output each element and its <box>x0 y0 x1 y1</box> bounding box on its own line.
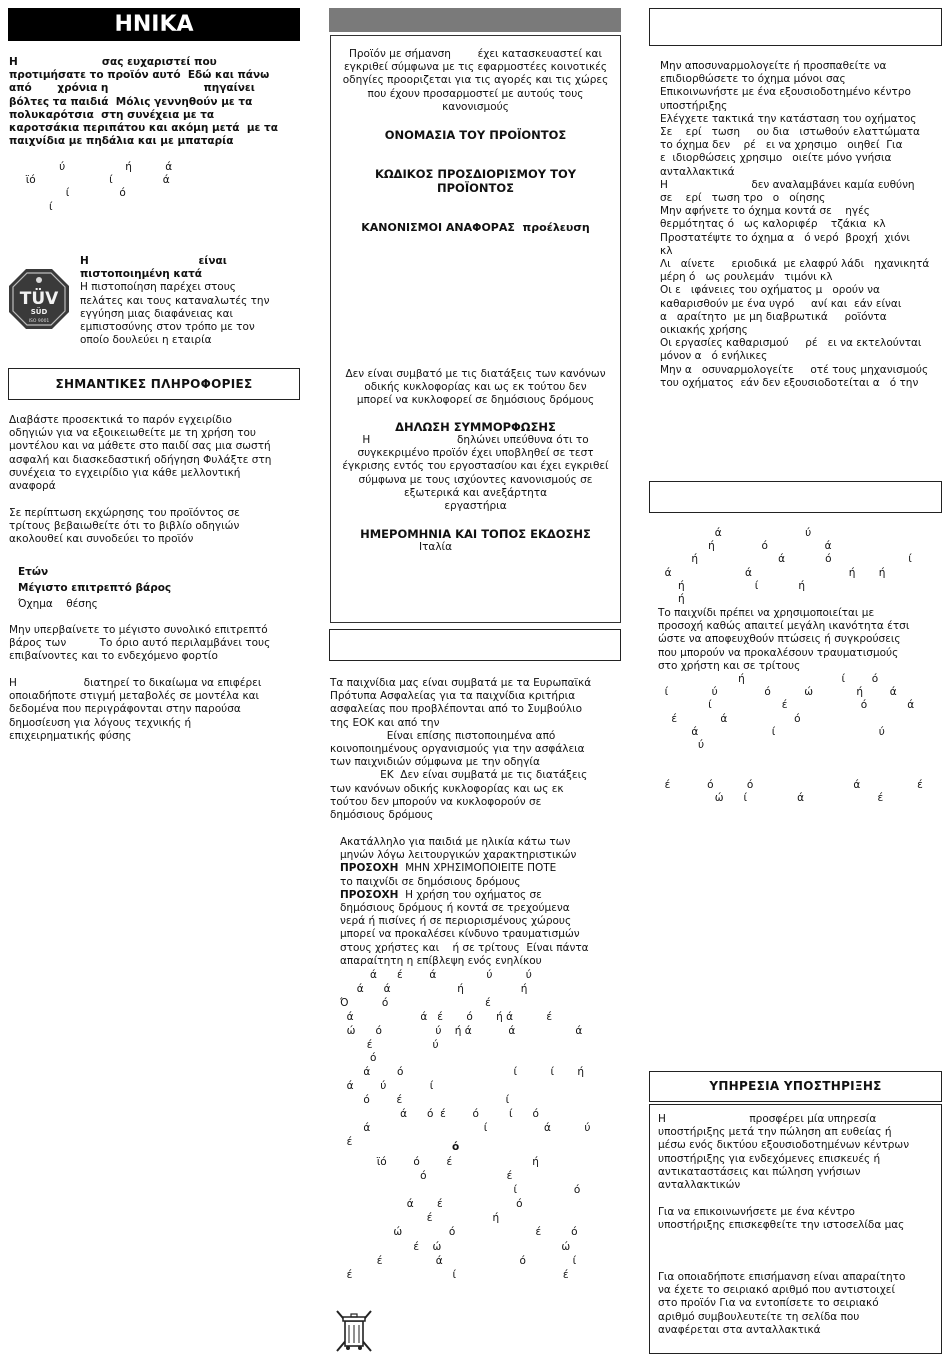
weight-limit-paragraph <box>9 624 305 664</box>
text-line: δημόσιους δρόμους ή κοντά σε τρεχούμενα <box>340 902 570 915</box>
certification-bold-line: Η είναι <box>80 255 227 267</box>
fragment-line: ή <box>658 593 685 606</box>
intro-line: καροτσάκια περιπάτου και ακόμη μετά με τα <box>9 122 278 135</box>
text-line: Πρότυπα Ασφαλείας για τα παιχνίδια κριτήρια <box>330 690 576 703</box>
weee-crossed-bin-icon <box>333 1308 375 1354</box>
text-line: Οι εργασίες καθαρισμού ρέ ει να εκτελούνται <box>660 337 922 350</box>
game-use-paragraph <box>658 607 945 673</box>
warning-label: ΠΡΟΣΟΧΗ <box>340 862 399 875</box>
text-line: Η διατηρεί το δικαίωμα να επιφέρει <box>9 677 262 689</box>
text-line: στο προϊόν Για να εντοπίσετε το σειριακό <box>658 1297 879 1310</box>
fragment-line: ί ύ ό ώ ή ά <box>658 686 897 699</box>
text-line: απαραίτητη η επίβλεψη ενός ενηλίκου <box>340 954 542 967</box>
fragment-text-block <box>340 1155 625 1282</box>
text-line: μπορεί να προκαλέσει κίνδυνο τραυματισμών <box>340 928 580 941</box>
regulations-title: ΚΑΝΟΝΙΣΜΟΙ ΑΝΑΦΟΡΑΣ προέλευση <box>361 221 590 234</box>
text-line: Είναι επίσης πιστοποιημένα από <box>330 729 556 742</box>
fragment-line: έ <box>340 1135 353 1148</box>
text-line: επιδιορθώσετε το όχημα μόνοι σας <box>660 73 846 86</box>
text-line: το παιχνίδι σε δημόσιους δρόμους <box>340 875 521 888</box>
text-line: επιχειρηματικής φύσης <box>9 729 132 742</box>
fragment-line: ά ό ί ί ή <box>340 1066 585 1079</box>
text-line: ανταλλακτικών <box>658 1179 741 1192</box>
text-line: εξωτερικά και ανεξάρτητα <box>403 486 548 499</box>
text-line: εγκριθεί σύμφωνα με τις εφαρμοστέες κοινοτικές <box>343 61 608 74</box>
text-line: Η προσφέρει μία υπηρεσία <box>658 1113 877 1125</box>
text-line: θερμότητας ό ως καλοριφέρ τζάκια κλ <box>660 218 886 231</box>
text-line: στους χρήστες και ή σε τρίτους Είναι πάντα <box>340 941 589 954</box>
fragment-line: ά έ ό <box>340 1198 523 1211</box>
text-line: επιβαίνοντες και το ενδεχόμενο φορτίο <box>9 650 218 663</box>
text-line: Σε περίπτωση εκχώρησης του προϊόντος σε <box>9 507 240 519</box>
text-line: υποστήριξης για ενδεχόμενες επισκευές ή <box>658 1152 881 1165</box>
fragment-line: ώ ί ά έ <box>658 792 884 805</box>
text-line: Μην α οσυναρμολογείτε οτέ τους μηχανισμούς <box>660 363 929 376</box>
text-line: τούτου δεν μπορούν να κυκλοφορούν σε <box>330 795 542 808</box>
fragment-text-block <box>9 161 304 214</box>
text-line: Λι αίνετε εριοδικά με ελαφρύ λάδι ηχανικητά <box>660 258 930 271</box>
serial-number-paragraph <box>658 1271 938 1337</box>
fragment-line: έ ά ό <box>658 712 801 725</box>
certification-line: πελάτες και τους καταναλωτές την <box>80 294 270 307</box>
support-service-header: ΥΠΗΡΕΣΙΑ ΥΠΟΣΤΗΡΙΞΗΣ <box>649 1071 942 1102</box>
fragment-line: ϊό ό έ ή <box>340 1156 539 1168</box>
text-line: αναφέρεται στα ανταλλακτικά <box>658 1323 821 1336</box>
fragment-line: ή ά ό ί <box>658 553 912 566</box>
text-line: μπορεί να κυκλοφορεί σε δημόσιους δρόμους <box>356 394 595 407</box>
text-line: Δεν είναι συμβατό με τις διατάξεις των κανόνων <box>345 368 606 380</box>
text-line: Σε ερί τωση ου δια ιστωθούν ελαττώματα <box>660 126 920 139</box>
intro-thanks-paragraph <box>9 56 304 148</box>
text-line: οικιακής χρήσης <box>660 324 748 337</box>
fragment-line: ί <box>9 200 53 213</box>
fragment-line: ύ <box>658 739 705 752</box>
rights-paragraph <box>9 677 305 743</box>
certification-line: οποίο δουλεύει η εταιρία <box>80 334 212 347</box>
age-label: Ετών <box>18 566 49 578</box>
text-line: μόνον α ό ενήλικες <box>660 350 768 363</box>
text-line: Για να επικοινωνήσετε με ένα κέντρο <box>658 1206 855 1218</box>
warning-text: ΜΗΝ ΧΡΗΣΙΜΟΠΟΙΕΙΤΕ ΠΟΤΕ <box>398 862 557 875</box>
text-line: στο χρήστη και σε τρίτους <box>658 659 801 672</box>
text-line: Μην υπερβαίνετε το μέγιστο συνολικό επιτρεπτό <box>9 624 268 636</box>
text-line: Επικοινωνήστε με ένα εξουσιοδοτημένο κέντρο <box>660 86 911 99</box>
text-line: Το παιχνίδι πρέπει να χρησιμοποιείται με <box>658 607 875 619</box>
text-line: που έχουν προσαρμοστεί με αυτούς τους <box>367 87 584 100</box>
text-line: ανταλλακτικά <box>660 165 735 178</box>
transfer-paragraph <box>9 507 305 547</box>
intro-line: Η σας ευχαριστεί που <box>9 56 217 68</box>
text-line: οδηγίες προοριζεται για τις αγορές και τις χώρες <box>342 74 609 87</box>
text-line: σύμφωνα με τους ισχύοντες κανονισμούς σε <box>358 473 593 486</box>
text-line: κοινοποιημένους οργανισμούς για την ασφάλεια <box>330 743 585 756</box>
text-line: κλ <box>660 244 673 257</box>
text-line: της ΕΟΚ και από την <box>330 716 440 729</box>
fragment-text-block <box>658 527 943 606</box>
maintenance-section-header-box <box>649 8 942 46</box>
text-line: μοντέλου και να μάθετε στο παιδί σας μια σωστή <box>9 440 271 453</box>
fragment-line: ά ά ή ή <box>658 566 886 579</box>
intro-line: από χρόνια η πηγαίνει <box>9 82 255 95</box>
fragment-char: ό <box>452 1141 460 1153</box>
support-service-box <box>649 1104 942 1354</box>
product-code-title <box>331 167 620 195</box>
declaration-title: ΔΗΛΩΣΗ ΣΥΜΜΟΡΦΩΣΗΣ <box>395 420 556 434</box>
toys-section-header-box <box>329 629 621 661</box>
svg-text:SÜD: SÜD <box>30 308 48 316</box>
text-line: των παιχνιδιών σύμφωνα με την οδηγία <box>330 756 540 769</box>
certification-line: εγγύηση μιας διαφάνειας και <box>80 307 234 320</box>
fragment-line: ά ί ά ύ <box>340 1121 591 1134</box>
declaration-paragraph <box>331 434 620 513</box>
intro-line: πολυκαρότσια στη συνέχεια με τα <box>9 108 215 121</box>
fragment-line: έ ύ <box>340 1038 439 1051</box>
maintenance-paragraph <box>660 60 945 390</box>
text-line: μέρη ό ως ρουλεμάν τιμόνι κλ <box>660 271 833 284</box>
text-line: συνέχεια το εγχειρίδιο για κάθε μελλοντική <box>9 466 241 479</box>
text-line: Η δεν αναλαμβάνει καμία ευθύνη <box>660 178 915 191</box>
text-line: αντικαταστάσεις και πώληση γνήσιων <box>658 1165 861 1178</box>
text-line: Οι ε ιφάνειες του οχήματος μ ορούν να <box>660 284 880 297</box>
product-code-line: ΠΡΟΪΟΝΤΟΣ <box>437 181 514 195</box>
text-line: δεδομένα που περιγράφονται στην παρούσα <box>9 703 241 716</box>
fragment-line: ά ί ύ <box>658 725 885 738</box>
text-line: Προϊόν με σήμανση έχει κατασκευαστεί και <box>348 48 603 60</box>
fragment-line: ά έ ά ύ ύ <box>340 969 532 981</box>
svg-text:TÜV: TÜV <box>19 289 59 309</box>
product-name-title: ΟΝΟΜΑΣΙΑ ΤΟΥ ΠΡΟΪΟΝΤΟΣ <box>384 128 567 142</box>
text-line: ασφαλείας που προβλέπονται από το Συμβούλιο <box>330 703 583 716</box>
text-line: αριθμό συμβουλευτείτε τη σελίδα που <box>658 1310 860 1323</box>
fragment-line: ί ό <box>340 1184 581 1197</box>
fragment-line: έ ά ό ί <box>340 1254 577 1267</box>
text-line: εργαστήρια <box>444 500 507 513</box>
text-line: μέσω ενός δικτύου εξουσιοδοτημένων κέντρων <box>658 1139 910 1152</box>
text-line: υποστήριξης επισκεφθείτε την ιστοσελίδα μας <box>658 1219 905 1232</box>
fragment-line: ϊό ί ά <box>9 174 170 187</box>
text-line: Τα παιχνίδια μας είναι συμβατά με τα Ευρωπαϊκά <box>330 677 592 689</box>
text-line: ΕΚ Δεν είναι συμβατά με τις διατάξεις <box>330 769 588 782</box>
fragment-line: ό <box>340 1052 377 1065</box>
intro-line: παιχνίδια με πηδάλια και με μπαταρία <box>9 135 234 148</box>
text-line: σε ερί τωση τρο ο οίησης <box>660 192 826 205</box>
text-line: οποιαδήποτε στιγμή μεταβολές σε μοντέλα και <box>9 690 260 703</box>
contact-paragraph <box>658 1206 938 1232</box>
text-line: καθαρισθούν με ένα υγρό ανί και εάν είναι <box>660 297 902 310</box>
fragment-line: ά ά ή ή <box>340 982 528 995</box>
fragment-text-block <box>658 779 945 805</box>
text-line: τρίτους βεβαιωθείτε ότι το βιβλίο οδηγιών <box>9 520 240 533</box>
fragment-line: ή ί ό <box>658 673 879 685</box>
fragment-text-block <box>658 673 945 752</box>
text-line: το όχημα δεν ρέ ει να χρησιμο οιηθεί Για <box>660 139 903 152</box>
age-weight-block <box>18 564 303 612</box>
support-service-paragraph <box>658 1113 938 1192</box>
text-line: έγκρισης εντός του εργοστασίου και έχει εγκριθεί <box>342 460 609 473</box>
max-weight-label: Μέγιστο επιτρεπτό βάρος <box>18 582 172 594</box>
fragment-line: έ ή <box>340 1212 500 1225</box>
important-info-header: ΣΗΜΑΝΤΙΚΕΣ ΠΛΗΡΟΦΟΡΙΕΣ <box>8 368 300 400</box>
text-line: Ακατάλληλο για παιδιά με ηλικία κάτω των <box>340 836 571 848</box>
toy-safety-paragraph <box>330 677 622 822</box>
fragment-line: Ό ό έ <box>340 996 491 1009</box>
section-header-general: ΗΝΙΚΑ <box>8 8 300 41</box>
tuv-sud-certification-logo <box>8 268 70 330</box>
text-line: Διαβάστε προσεκτικά το παρόν εγχειρίδιο <box>9 414 232 426</box>
vehicle-seat-line: Όχημα θέσης <box>18 598 98 610</box>
text-line: που μπορούν να προκαλέσουν τραυματισμούς <box>658 646 899 659</box>
certification-line: Η πιστοποίηση παρέχει στους <box>80 281 236 294</box>
text-line: να έχετε το σειριακό αριθμό που αντιστοιχεί <box>658 1284 896 1297</box>
text-line: ακολουθεί και συνοδεύει το προϊόν <box>9 533 194 546</box>
fragment-line: ό έ ί <box>340 1094 510 1107</box>
text-line: α αραίτητο με μη διαβρωτικά ροϊόντα <box>660 310 887 323</box>
certification-line: εμπιστοσύνης στον τρόπο με τον <box>80 321 255 334</box>
conformity-box <box>330 35 621 623</box>
fragment-line: ύ ή ά <box>9 161 173 173</box>
fragment-line: ί έ ό ά <box>658 699 915 712</box>
text-line: Η δηλώνει υπεύθυνα ότι το <box>362 434 589 446</box>
text-line: Μην αφήνετε το όχημα κοντά σε ηγές <box>660 205 870 218</box>
usage-section-header-box <box>649 481 942 513</box>
text-line: μηνών λόγω λειτουργικών χαρακτηριστικών <box>340 849 577 862</box>
fragment-line: ί ό <box>9 187 126 200</box>
product-code-line: ΚΩΔΙΚΟΣ ΠΡΟΣΔΙΟΡΙΣΜΟΥ ΤΟΥ <box>374 167 577 181</box>
fragment-line: ά ύ ί <box>340 1080 434 1093</box>
product-marking-paragraph <box>331 48 620 114</box>
text-line: συγκεκριμένο προϊόν έχει υποβληθεί σε τεστ <box>357 447 594 460</box>
fragment-line: έ ί έ <box>340 1268 569 1281</box>
text-line: δημόσιους δρόμους <box>330 809 434 822</box>
text-line: κανονισμούς <box>442 100 509 113</box>
fragment-line: έ ό ό ά έ <box>658 779 923 791</box>
fragment-text-block <box>340 969 625 1150</box>
fragment-line: ή ί ή <box>658 579 806 592</box>
text-line: του οχήματος εάν δεν εξουσιοδοτείται α ό την <box>660 376 919 389</box>
fragment-line: ά ά έ ό ή ά έ <box>340 1010 553 1023</box>
issue-place: Ιταλία <box>419 541 453 553</box>
text-line: βάρος των Το όριο αυτό περιλαμβάνει τους <box>9 637 271 650</box>
text-line: οδικής κυκλοφορίας και ως εκ τούτου δεν <box>364 381 587 394</box>
text-line: δημοσίευση για λόγους τεχνικής ή <box>9 716 192 729</box>
text-line: Για οποιαδήποτε επισήμανση είναι απαραίτητο <box>658 1271 906 1283</box>
text-line: Μην αποσυναρμολογείτε ή προσπαθείτε να <box>660 60 887 72</box>
fragment-line: ά ό έ ό ί ό <box>340 1108 539 1121</box>
certification-paragraph <box>80 255 302 347</box>
not-road-legal-paragraph <box>331 368 620 408</box>
fragment-line: ά ύ <box>658 527 812 539</box>
section-header-bar <box>329 8 621 32</box>
fragment-line: έ ώ ώ <box>340 1240 571 1253</box>
intro-line: βόλτες τα παιδιά Μόλις γεννηθούν με τα <box>9 95 253 108</box>
text-line: οδηγιών για να εξοικειωθείτε με τη χρήση του <box>9 427 256 440</box>
text-line: αναφορά <box>9 480 56 493</box>
text-line: ε ιδιορθώσεις χρησιμο οιείτε μόνο γνήσια <box>660 152 892 165</box>
fragment-line: ή ό ά <box>658 540 832 553</box>
text-line: υποστήριξης μετά την πώληση απ ευθείας ή <box>658 1126 892 1139</box>
intro-line: προτιμήσατε το προϊόν αυτό Εδώ και πάνω <box>9 69 270 82</box>
certification-bold-line: πιστοποιημένη κατά <box>80 268 203 281</box>
text-line: Προστατέψτε το όχημα α ό νερό βροχή χιόνι <box>660 231 910 244</box>
text-line: προσοχή καθώς απαιτεί μεγάλη ικανότητα έτσι <box>658 620 910 633</box>
issue-date-place-title: ΗΜΕΡΟΜΗΝΙΑ ΚΑΙ ΤΟΠΟΣ ΕΚΔΟΣΗΣ <box>360 527 591 541</box>
text-line: Ελέγχετε τακτικά την κατάσταση του οχήματος <box>660 112 917 125</box>
read-manual-paragraph <box>9 414 305 493</box>
warning-label: ΠΡΟΣΟΧΗ <box>340 888 399 901</box>
text-line: των κανόνων οδικής κυκλοφορίας και ως εκ <box>330 782 564 795</box>
svg-text:ISO 9001: ISO 9001 <box>28 319 50 324</box>
text-line: ώστε να αποφευχθούν πτώσεις ή συγκρούσεις <box>658 633 901 646</box>
text-line: υποστήριξης <box>660 99 728 112</box>
fragment-line: ώ ό ύ ή ά ά ά <box>340 1024 583 1037</box>
fragment-line: ώ ό έ ό <box>340 1226 578 1239</box>
text-line: ασφαλή και διασκεδαστική οδήγηση Φυλάξτε στη <box>9 453 272 466</box>
text-line: νερά ή πισίνες ή σε περιορισμένους χώρους <box>340 915 572 928</box>
warnings-paragraph <box>340 836 625 968</box>
warning-text: Η χρήση του οχήματος σε <box>398 888 542 901</box>
fragment-line: ό έ <box>340 1170 513 1183</box>
